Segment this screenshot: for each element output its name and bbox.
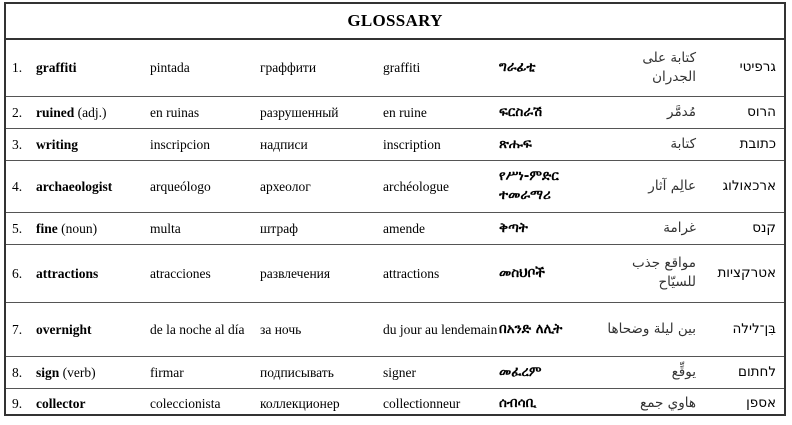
french-term: amende (383, 212, 499, 244)
russian-term: коллекционер (260, 395, 340, 411)
spanish-term: pintada (150, 40, 260, 96)
spanish-term: coleccionista (150, 395, 221, 411)
spanish-term: firmar (150, 356, 260, 388)
english-term (36, 128, 150, 160)
arabic-term: مُدمَّر (607, 96, 712, 128)
amharic-term: በአንድ ለሊት (499, 302, 607, 356)
glossary-title: GLOSSARY (6, 4, 784, 40)
hebrew-term: קנס (712, 212, 784, 244)
hebrew-term: לחתום (712, 356, 784, 388)
table-row (6, 388, 784, 418)
french-term: en ruine (383, 96, 499, 128)
english-term (36, 212, 150, 244)
row-number: 8. (6, 356, 36, 388)
glossary-sheet (4, 2, 786, 416)
row-number: 3. (6, 128, 36, 160)
french-term: archéologue (383, 160, 499, 212)
table-row (6, 96, 784, 128)
arabic-term: بين ليلة وضحاها (607, 302, 712, 356)
row-number: 9. (12, 395, 23, 411)
term-word: fine (36, 220, 58, 236)
russian-term: граффити (260, 40, 383, 96)
row-number: 2. (6, 96, 36, 128)
french-term: attractions (383, 244, 499, 302)
term-word: collector (36, 395, 86, 411)
arabic-term: يوقِّع (607, 356, 712, 388)
russian-term: штраф (260, 212, 383, 244)
hebrew-term: גרפיטי (712, 40, 784, 96)
russian-term: развлечения (260, 244, 383, 302)
spanish-term: atracciones (150, 244, 260, 302)
table-row (6, 356, 784, 388)
table-row (6, 40, 784, 96)
english-term (36, 388, 150, 418)
arabic-term: كتابة على الجدران (607, 40, 712, 96)
amharic-term: ፍርስራሽ (499, 96, 607, 128)
hebrew-term: בִּן־לילה (712, 302, 784, 356)
term-word: overnight (36, 321, 92, 337)
table-row (6, 128, 784, 160)
french-term: collectionneur (383, 395, 461, 411)
hebrew-term: אטרקציות (712, 244, 784, 302)
arabic-term: هاوي جمع (640, 394, 696, 411)
russian-term: подписывать (260, 356, 383, 388)
row-number: 4. (6, 160, 36, 212)
glossary-rows (6, 40, 784, 418)
amharic-term: ቅጣት (499, 212, 607, 244)
row-number: 6. (6, 244, 36, 302)
table-row (6, 212, 784, 244)
part-of-speech: (noun) (57, 220, 98, 236)
part-of-speech: (verb) (59, 364, 96, 380)
term-word: graffiti (36, 60, 77, 76)
glossary-table (6, 40, 784, 418)
amharic-term: ግራፊቲ (499, 40, 607, 96)
russian-term: разрушенный (260, 96, 383, 128)
arabic-term: كتابة (607, 128, 712, 160)
hebrew-term: ארכאולוג (712, 160, 784, 212)
row-number: 1. (6, 40, 36, 96)
spanish-term: en ruinas (150, 96, 260, 128)
table-row (6, 244, 784, 302)
russian-term: за ночь (260, 302, 383, 356)
amharic-term: መፈረም (499, 356, 607, 388)
english-term (36, 40, 150, 96)
amharic-term: ሰብሳቢ (499, 394, 537, 411)
arabic-term: مواقع جذب للسيّاح (607, 244, 712, 302)
term-word: ruined (36, 104, 75, 120)
spanish-term: inscripcion (150, 128, 260, 160)
term-word: writing (36, 136, 78, 152)
hebrew-term: אספן (746, 394, 776, 411)
part-of-speech: (adj.) (74, 104, 107, 120)
english-term (36, 356, 150, 388)
row-number: 5. (6, 212, 36, 244)
arabic-term: عالِم آثار (607, 160, 712, 212)
french-term: du jour au lendemain (383, 302, 499, 356)
english-term (36, 96, 150, 128)
spanish-term: de la noche al día (150, 302, 260, 356)
amharic-term: መስህቦች (499, 244, 607, 302)
term-word: sign (36, 364, 60, 380)
term-word: attractions (36, 265, 99, 281)
table-row (6, 302, 784, 356)
amharic-term: የሥነ-ምድር ተመራማሪ (499, 160, 607, 212)
french-term: graffiti (383, 40, 499, 96)
arabic-term: غرامة (607, 212, 712, 244)
french-term: signer (383, 356, 499, 388)
hebrew-term: כתובת (712, 128, 784, 160)
table-row (6, 160, 784, 212)
spanish-term: multa (150, 212, 260, 244)
term-word: archaeologist (36, 178, 113, 194)
russian-term: надписи (260, 128, 383, 160)
english-term (36, 302, 150, 356)
russian-term: археолог (260, 160, 383, 212)
hebrew-term: הרוס (712, 96, 784, 128)
english-term (36, 160, 150, 212)
amharic-term: ጽሑፍ (499, 128, 607, 160)
english-term (36, 244, 150, 302)
spanish-term: arqueólogo (150, 160, 260, 212)
row-number: 7. (6, 302, 36, 356)
french-term: inscription (383, 128, 499, 160)
